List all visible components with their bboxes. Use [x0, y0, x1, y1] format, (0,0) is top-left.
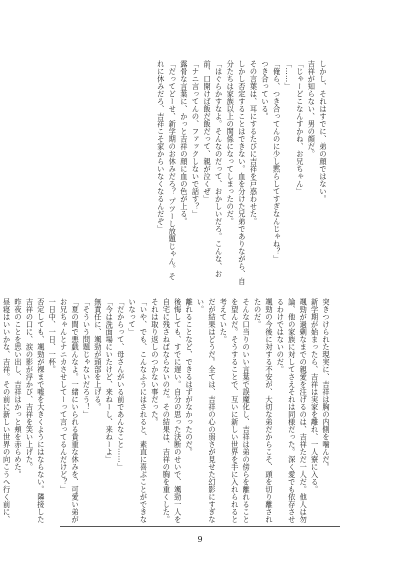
- upper-text-block-continued: [70, 60, 194, 285]
- page-number: 9: [197, 535, 203, 544]
- upper-text-block: しかし、それはすでに、弟の顔ではない。 吉祥が知らない、男の顔だ。 「じゃーどこなんすかね、お兄ちゃん」 「……」 「俺ら、つき合ってんのに少し黙らしてすぎなんじゃね？」 つき合っている。 その言葉は、耳にするたびに吉祥を戸惑わせた。 しかし否定することはできない。血を分けた兄弟でありながら、自分たちは家族以上の関係になってしまったのだ。 「はぐらかすなよ。そんなのだって、おかしいだろ。こんな、お前、口開けば飯だ飯だって、親が泣くぜ」 「ナニ言ってんの、ファックしないで話す？」 露骨な言葉に、かっと吉祥の顔に血の色が上る。 「だってどーせ、新学期のお休みだろ？ プツーし放題じゃん。それに休みだろ、吉祥こそ家からいなくなるんだぞ」: [156, 60, 328, 285]
- footer-rule: [60, 526, 340, 527]
- lower-text-block: 突きつけられた現実に、吉祥は胸の内側を噛んだ。 新学期が始まったら、吉祥は実家を離れ、一人寮に入る。 颯勁が過剰なまでの親愛を注げるのは、吉祥ただ一人だ。他人は勿論、他の家族に対してさえそれは同様だった。深く愛でも依存させるわけではないのだ。 颯勁の今後に対する不安が、大切な弟だからこそ、頭を切り離されたのだ。 そんな口当りのいい言葉で誤魔化し、吉祥は弟の傍らを離れることを望んだ。そうすることで、互いに新しい世界を手に入れられると考えていた。 だが結果はどうだ。全ては、吉祥の心の弱さが見せた幻影にすぎない。 離れることなど、できるはずがなかったのだ。 後悔しても、すでに遅い。自分の思った決断のせいで、颯勁一人を自宅に残さねばならないのだ。その結果は、吉祥の胸を重くした。それは取り返しのつかない事だった。 「いや、でも、こんなふうにはされると、素直に喜ぶことができないなって」 「だからって、母さんがいる前であんなこと……」 「今は洗面場にいたけど、来ねーし、来ねーよ」 無責任に、颯勁が頭部を上げる。 「そういう問題じゃないだろう！」 「夏の間で悪戯んなよ。一緒にいられる貴重な休みを、可愛い弟がお兄ちゃんとナニカさせしてーって言ってるんだけど？」 一日中、一日、一杯。 否定しても、颯勁が裸まで嘘を大きくようにはならない。隣接した吉祥の口に、涙の影が浮かび、吉祥を笑い上げた。 昨夜のことを思い出し、吉祥はかっと頬を赤らめた。 昼寝はいいかな、吉祥。その前に新しい世界の向こうへ行く前に、: [2, 298, 331, 523]
